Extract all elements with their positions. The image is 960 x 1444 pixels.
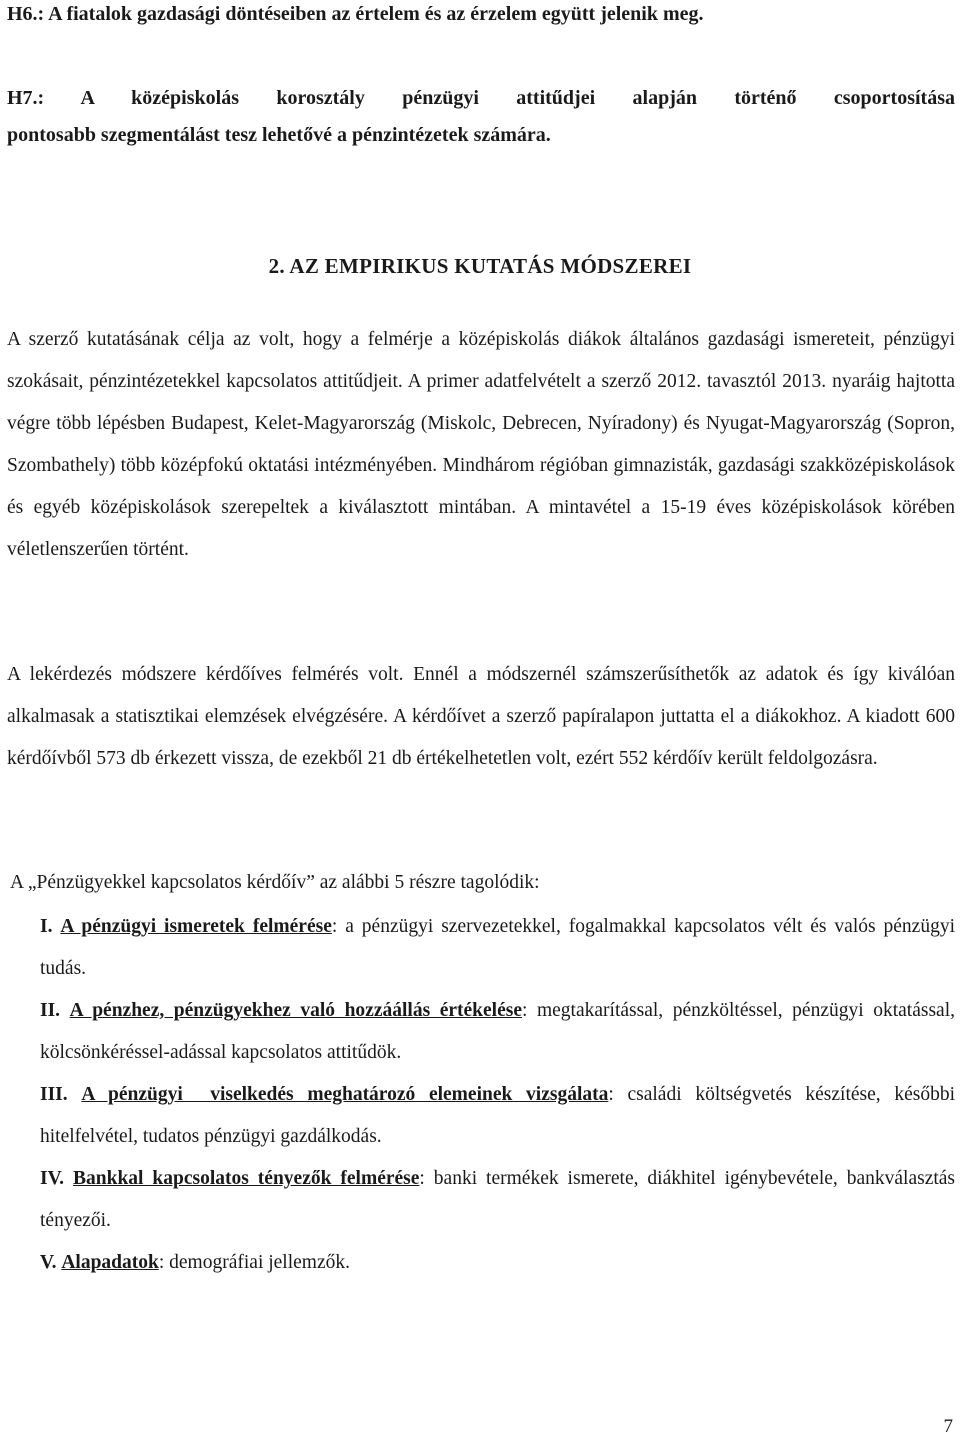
part-numeral: II. <box>40 1000 61 1021</box>
part-title: Alapadatok <box>61 1252 159 1273</box>
hypothesis-h7-line1: H7.: A középiskolás korosztály pénzügyi attitűdjei alapján történő csoportosítása <box>7 87 955 109</box>
paragraph-research-goal: A szerző kutatásának célja az volt, hogy a felmérje a középiskolás diákok általános gazdasági ismereteit, pénzügyi szokásait, pénzintézetekkel kapcsolatos attitűdjeit. A primer adatfelvételt a szerző 2012. tavasztól 2013. nyaráig hajtotta végre több lépésben Budapest, Kelet-Magyarország (Miskolc, Debrecen, Nyíradony) és Nyugat-Magyarország (Sopron, Szombathely) több középfokú oktatási intézményében. Mindhárom régióban gimnazisták, gazdasági szakközépiskolások és egyéb középiskolások szerepeltek a kiválasztott mintában. A mintavétel a 15-19 éves középiskolások körében véletlenszerűen történt. <box>7 329 955 560</box>
hypothesis-h6: H6.: A fiatalok gazdasági döntéseiben az értelem és az érzelem együtt jelenik meg. <box>7 3 704 25</box>
part-numeral: I. <box>40 916 53 937</box>
part-title: A pénzügyi viselkedés meghatározó elemeinek vizsgálata <box>81 1084 609 1105</box>
section-title: 2. AZ EMPIRIKUS KUTATÁS MÓDSZEREI <box>268 254 692 278</box>
part-description: : megtakarítással, pénzköltéssel, pénzügyi oktatással, kölcsönkéréssel-adással kapcsolatos attitűdök. <box>40 1000 955 1063</box>
questionnaire-part-2 <box>40 990 955 1074</box>
part-numeral: V. <box>40 1252 57 1273</box>
questionnaire-part-1 <box>40 906 955 990</box>
paragraph-survey-method: A lekérdezés módszere kérdőíves felmérés volt. Ennél a módszernél számszerűsíthetők az adatok és így kiválóan alkalmasak a statisztikai elemzések elvégzésére. A kérdőívet a szerző papíralapon juttatta el a diákokhoz. A kiadott 600 kérdőívből 573 db érkezett vissza, de ezekből 21 db értékelhetetlen volt, ezért 552 kérdőív került feldolgozásra. <box>7 664 955 769</box>
questionnaire-part-4 <box>40 1158 955 1242</box>
part-numeral: III. <box>40 1084 68 1105</box>
hypothesis-h7 <box>7 80 955 154</box>
part-description: : demográfiai jellemzők. <box>158 1252 350 1273</box>
part-description: : családi költségvetés készítése, későbbi hitelfelvétel, tudatos pénzügyi gazdálkodás. <box>40 1084 956 1147</box>
paragraph-questionnaire-intro: A „Pénzügyekkel kapcsolatos kérdőív” az alábbi 5 részre tagolódik: <box>10 872 540 893</box>
questionnaire-part-3 <box>40 1074 955 1158</box>
part-title: A pénzhez, pénzügyekhez való hozzáállás értékelése <box>69 1000 522 1021</box>
questionnaire-part-5 <box>40 1242 955 1284</box>
part-description: : banki termékek ismerete, diákhitel igénybevétele, bankválasztás tényezői. <box>40 1168 956 1231</box>
page-number: 7 <box>943 1416 953 1437</box>
part-title: A pénzügyi ismeretek felmérése <box>60 916 332 937</box>
hypothesis-h7-line2: pontosabb szegmentálást tesz lehetővé a pénzintézetek számára. <box>7 124 551 146</box>
part-description: : a pénzügyi szervezetekkel, fogalmakkal kapcsolatos vélt és valós pénzügyi tudás. <box>40 916 955 979</box>
part-title: Bankkal kapcsolatos tényezők felmérése <box>73 1168 420 1189</box>
part-numeral: IV. <box>40 1168 65 1189</box>
